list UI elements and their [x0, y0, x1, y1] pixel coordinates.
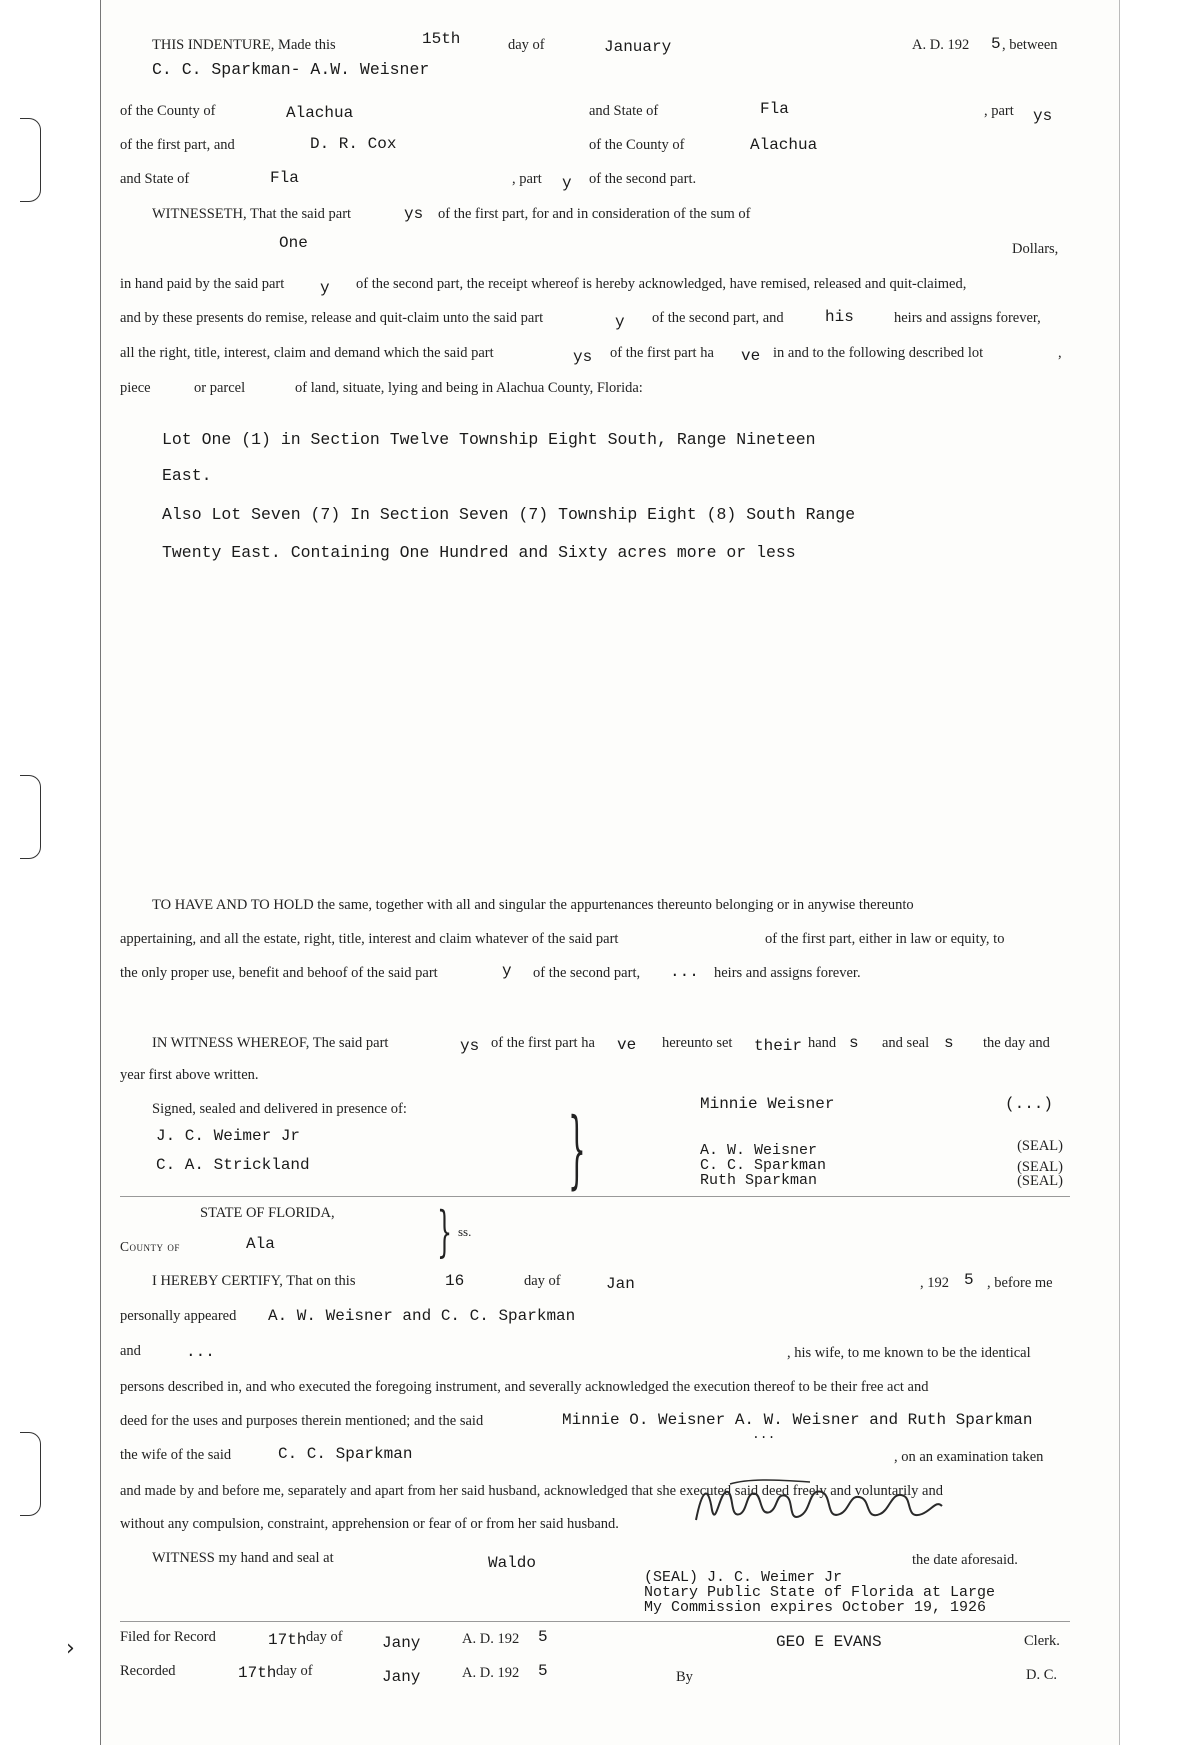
binder-hole-top: [20, 118, 41, 202]
second-part-label: of the second part.: [589, 171, 697, 187]
indenture-intro: THIS INDENTURE, Made this: [152, 37, 336, 53]
ack-wives-dots: ...: [752, 1427, 776, 1442]
claim-line-c-ve: ve: [741, 347, 761, 365]
legal-description-line-4: Twenty East. Containing One Hundred and Sixty acres more or less: [162, 543, 796, 562]
claim-line-c: all the right, title, interest, claim and demand which the said part: [120, 345, 494, 361]
ack-date-aforesaid: the date aforesaid.: [912, 1552, 1018, 1568]
ack-wives-names: Minnie O. Weisner A. W. Weisner and Ruth Sparkman: [562, 1411, 1033, 1429]
witness-whereof-line: IN WITNESS WHEREOF, The said part: [152, 1035, 389, 1051]
witness-name-2: C. A. Strickland: [156, 1156, 310, 1174]
ack-day: 16: [445, 1272, 465, 1290]
grantee-county: Alachua: [750, 136, 818, 154]
habendum-line-1: TO HAVE AND TO HOLD the same, together with all and singular the appurtenances thereunto belonging or in anywise thereunto: [152, 897, 914, 913]
ack-ss: ss.: [458, 1224, 472, 1239]
claim-line-c-2: of the first part ha: [610, 345, 714, 361]
witness-whereof-suffix: ys: [460, 1037, 480, 1055]
filed-year: 5: [538, 1628, 548, 1646]
filed-ad: A. D. 192: [462, 1631, 520, 1647]
seal-mark-3: (SEAL): [1017, 1173, 1063, 1189]
part-label: , part: [984, 103, 1014, 119]
signer-name-2: C. C. Sparkman: [700, 1157, 827, 1174]
record-divider: [120, 1621, 1070, 1622]
remise-line-b-3: heirs and assigns forever,: [894, 310, 1041, 326]
first-part-label: of the first part, and: [120, 137, 235, 153]
signer-minnie-mark: (...): [1005, 1095, 1054, 1113]
grantors-names: C. C. Sparkman- A.W. Weisner: [152, 60, 430, 79]
filed-day-of: day of: [306, 1629, 343, 1645]
grantor-state: Fla: [760, 100, 789, 118]
grantee-state: Fla: [270, 169, 299, 187]
legal-description-line-2: East.: [162, 466, 212, 485]
indenture-month: January: [604, 38, 672, 56]
ack-ad: , 192: [920, 1275, 949, 1291]
consideration-sum: One: [279, 234, 308, 252]
filed-day: 17th: [268, 1631, 307, 1649]
binder-hole-bottom: [20, 1432, 41, 1516]
grantor-county: Alachua: [286, 104, 354, 122]
county-label: of the County of: [120, 103, 216, 119]
receipt-line-a-suffix: y: [320, 279, 330, 297]
remise-line-b-suffix: y: [615, 313, 625, 331]
indenture-day: 15th: [422, 30, 461, 48]
ack-before-me: , before me: [987, 1275, 1053, 1291]
filed-month: Jany: [382, 1634, 421, 1652]
by-label: By: [676, 1669, 693, 1685]
dc-label: D. C.: [1026, 1667, 1058, 1683]
filed-label: Filed for Record: [120, 1629, 216, 1645]
witness-whereof-hand: hand: [808, 1035, 837, 1051]
presence-label: Signed, sealed and delivered in presence of:: [152, 1101, 407, 1117]
witness-whereof-end: the day and: [983, 1035, 1050, 1051]
indenture-between: , between: [1002, 37, 1058, 53]
ack-brace: }: [437, 1200, 453, 1265]
remise-line-b-his: his: [825, 308, 854, 326]
binder-hole-middle: [20, 775, 41, 859]
signer-minnie: Minnie Weisner: [700, 1095, 835, 1113]
witness-whereof-line-2: year first above written.: [120, 1067, 259, 1083]
notary-line-3: My Commission expires October 19, 1926: [644, 1599, 987, 1616]
receipt-line-a: in hand paid by the said part: [120, 276, 285, 292]
ack-year: 5: [964, 1271, 974, 1289]
remise-line-b: and by these presents do remise, release and quit-claim unto the said part: [120, 310, 544, 326]
notary-line-2: Notary Public State of Florida at Large: [644, 1584, 996, 1601]
receipt-line-a-2: of the second part, the receipt whereof is hereby acknowledged, have remised, released and quit-claimed,: [356, 276, 967, 292]
habendum-line-2b: of the first part, either in law or equity, to: [765, 931, 1005, 947]
recorded-label: Recorded: [120, 1663, 176, 1679]
signer-name-1: A. W. Weisner: [700, 1142, 818, 1159]
habendum-line-2: appertaining, and all the estate, right, title, interest and claim whatever of the said part: [120, 931, 619, 947]
land-line-piece: piece: [120, 380, 151, 396]
grantee-name: D. R. Cox: [310, 135, 397, 153]
witness-name-1: J. C. Weimer Jr: [156, 1127, 301, 1145]
ack-county: Ala: [246, 1235, 275, 1253]
legal-description-line-1: Lot One (1) in Section Twelve Township Eight South, Range Nineteen: [162, 430, 816, 449]
ack-witness-text: WITNESS my hand and seal at: [152, 1550, 334, 1566]
ack-persons-text: persons described in, and who executed the foregoing instrument, and severally acknowledged the execution thereof to be their free act and: [120, 1379, 929, 1395]
recorded-day: 17th: [238, 1664, 277, 1682]
recorded-year: 5: [538, 1662, 548, 1680]
witness-whereof-ve: ve: [617, 1036, 637, 1054]
county-label-2: of the County of: [589, 137, 685, 153]
witness-whereof-line-b: of the first part ha: [491, 1035, 595, 1051]
part-label-2: , part: [512, 171, 542, 187]
ack-county-label: County of: [120, 1239, 180, 1254]
ack-without-text: without any compulsion, constraint, apprehension or fear of or from her said husband.: [120, 1516, 619, 1532]
indenture-year: 5: [991, 35, 1001, 53]
ack-made-text: and made by and before me, separately and apart from her said husband, acknowledged that she executed said deed freely and voluntarily and: [120, 1483, 943, 1499]
part-suffix-2: y: [562, 174, 572, 192]
witness-whereof-their: their: [754, 1037, 803, 1055]
ack-place: Waldo: [488, 1554, 537, 1572]
signer-name-3: Ruth Sparkman: [700, 1172, 818, 1189]
witness-whereof-s1: s: [849, 1034, 859, 1052]
habendum-line-3c: heirs and assigns forever.: [714, 965, 861, 981]
ack-month: Jan: [606, 1275, 635, 1293]
indenture-ad: A. D. 192: [912, 37, 970, 53]
ack-certify: I HEREBY CERTIFY, That on this: [152, 1273, 356, 1289]
witnesseth-text-2: of the first part, for and in consideration of the sum of: [438, 206, 751, 222]
signature-brace: }: [568, 1101, 586, 1199]
recorded-day-of: day of: [276, 1663, 313, 1679]
recorded-month: Jany: [382, 1668, 421, 1686]
part-suffix: ys: [1033, 107, 1053, 125]
ack-and-dots: ...: [186, 1343, 215, 1361]
ack-appeared-label: personally appeared: [120, 1308, 237, 1324]
habendum-line-3: the only proper use, benefit and behoof of the said part: [120, 965, 438, 981]
state-label: and State of: [589, 103, 659, 119]
habendum-line-3b: of the second part,: [533, 965, 641, 981]
claim-line-c-3: in and to the following described lot: [773, 345, 984, 361]
claim-line-c-comma: ,: [1058, 345, 1062, 361]
remise-line-b-2: of the second part, and: [652, 310, 784, 326]
state-label-2: and State of: [120, 171, 190, 187]
notary-line-1: (SEAL) J. C. Weimer Jr: [644, 1569, 843, 1586]
clerk-name: GEO E EVANS: [776, 1633, 882, 1651]
witness-whereof-seal: and seal: [882, 1035, 930, 1051]
ack-husband: C. C. Sparkman: [278, 1445, 413, 1463]
dollars-label: Dollars,: [1012, 241, 1059, 257]
ack-deed-text: deed for the uses and purposes therein mentioned; and the said: [120, 1413, 484, 1429]
witnesseth-text: WITNESSETH, That the said part: [152, 206, 352, 222]
seal-mark-1: (SEAL): [1017, 1138, 1063, 1154]
seal-mark-2: (SEAL): [1017, 1159, 1063, 1175]
claim-line-c-suffix: ys: [573, 348, 593, 366]
recorded-ad: A. D. 192: [462, 1665, 520, 1681]
ack-wife-of-label: the wife of the said: [120, 1447, 232, 1463]
witness-whereof-s2: s: [944, 1034, 954, 1052]
ack-day-of: day of: [524, 1273, 561, 1289]
witnesseth-suffix: ys: [404, 205, 424, 223]
section-divider: [120, 1196, 1070, 1197]
land-line-rest: of land, situate, lying and being in Alachua County, Florida:: [295, 380, 643, 396]
clerk-label: Clerk.: [1024, 1633, 1060, 1649]
land-line-parcel: or parcel: [194, 380, 246, 396]
deputy-clerk-signature: [690, 1470, 950, 1532]
habendum-suffix: y: [502, 962, 512, 980]
ack-wife-text: , his wife, to me known to be the identical: [787, 1345, 1031, 1361]
indenture-day-of: day of: [508, 37, 545, 53]
ack-exam-text: , on an examination taken: [894, 1449, 1044, 1465]
ack-appeared-names: A. W. Weisner and C. C. Sparkman: [268, 1307, 576, 1325]
ack-and-label: and: [120, 1343, 141, 1359]
witness-whereof-line-c: hereunto set: [662, 1035, 733, 1051]
ack-state: STATE OF FLORIDA,: [200, 1205, 335, 1221]
legal-description-line-3: Also Lot Seven (7) In Section Seven (7) Township Eight (8) South Range: [162, 505, 856, 524]
margin-mark: ›: [66, 1636, 75, 1661]
habendum-dots: ...: [670, 963, 699, 981]
